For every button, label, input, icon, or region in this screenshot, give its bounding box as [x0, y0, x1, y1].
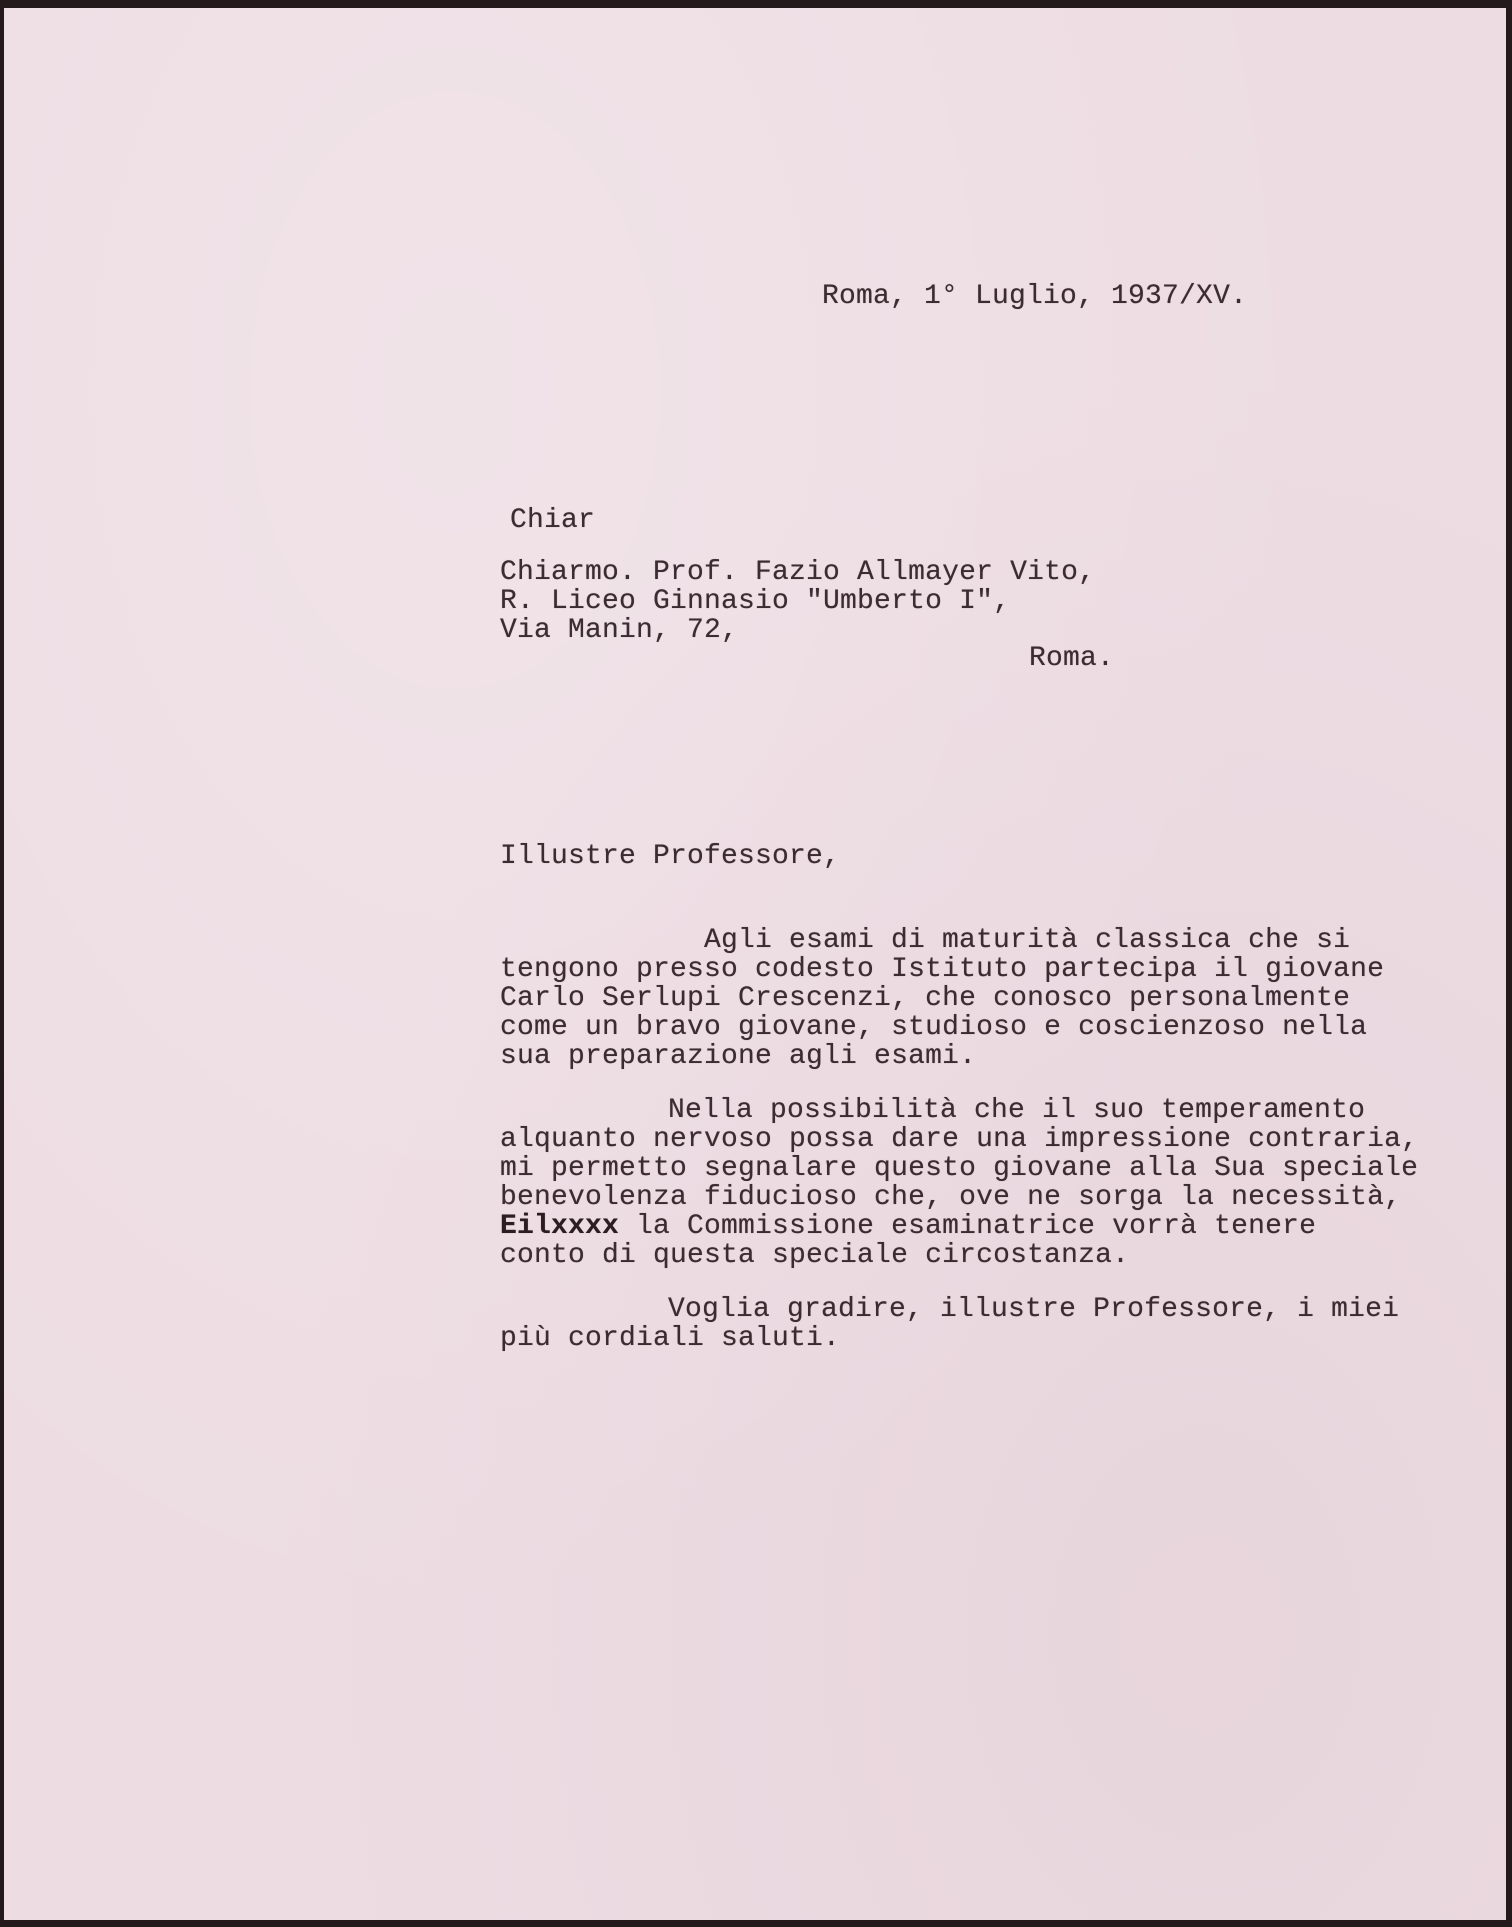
- body-line: benevolenza fiducioso che, ove ne sorga la necessità,: [500, 1182, 1402, 1213]
- body-line-rest: la Commissione esaminatrice vorrà tenere: [619, 1211, 1317, 1242]
- letter-page: [4, 8, 1506, 1920]
- body-line: Voglia gradire, illustre Professore, i miei: [668, 1294, 1400, 1325]
- body-line: [500, 1212, 1316, 1241]
- body-line: tengono presso codesto Istituto partecipa il giovane: [500, 954, 1385, 985]
- body-line: mi permetto segnalare questo giovane alla Sua speciale: [500, 1153, 1419, 1184]
- body-line: Agli esami di maturità classica che si: [704, 925, 1351, 956]
- salutation: Illustre Professore,: [500, 841, 841, 872]
- body-line: Nella possibilità che il suo temperamento: [668, 1095, 1366, 1126]
- body-line: sua preparazione agli esami.: [500, 1041, 977, 1072]
- struck-out-word: Eilxxxx: [500, 1211, 620, 1242]
- address-line: Via Manin, 72,: [500, 615, 739, 646]
- date-line: Roma, 1° Luglio, 1937/XV.: [822, 281, 1248, 312]
- stray-heading: Chiar: [510, 505, 596, 536]
- address-line: R. Liceo Ginnasio "Umberto I",: [500, 586, 1011, 617]
- address-city: Roma.: [1029, 643, 1115, 674]
- body-line: alquanto nervoso possa dare una impressione contraria,: [500, 1124, 1419, 1155]
- body-line: conto di questa speciale circostanza.: [500, 1240, 1130, 1271]
- body-line: come un bravo giovane, studioso e coscienzoso nella: [500, 1012, 1368, 1043]
- address-line: Chiarmo. Prof. Fazio Allmayer Vito,: [500, 557, 1096, 588]
- body-line: Carlo Serlupi Crescenzi, che conosco personalmente: [500, 983, 1351, 1014]
- body-line: più cordiali saluti.: [500, 1323, 841, 1354]
